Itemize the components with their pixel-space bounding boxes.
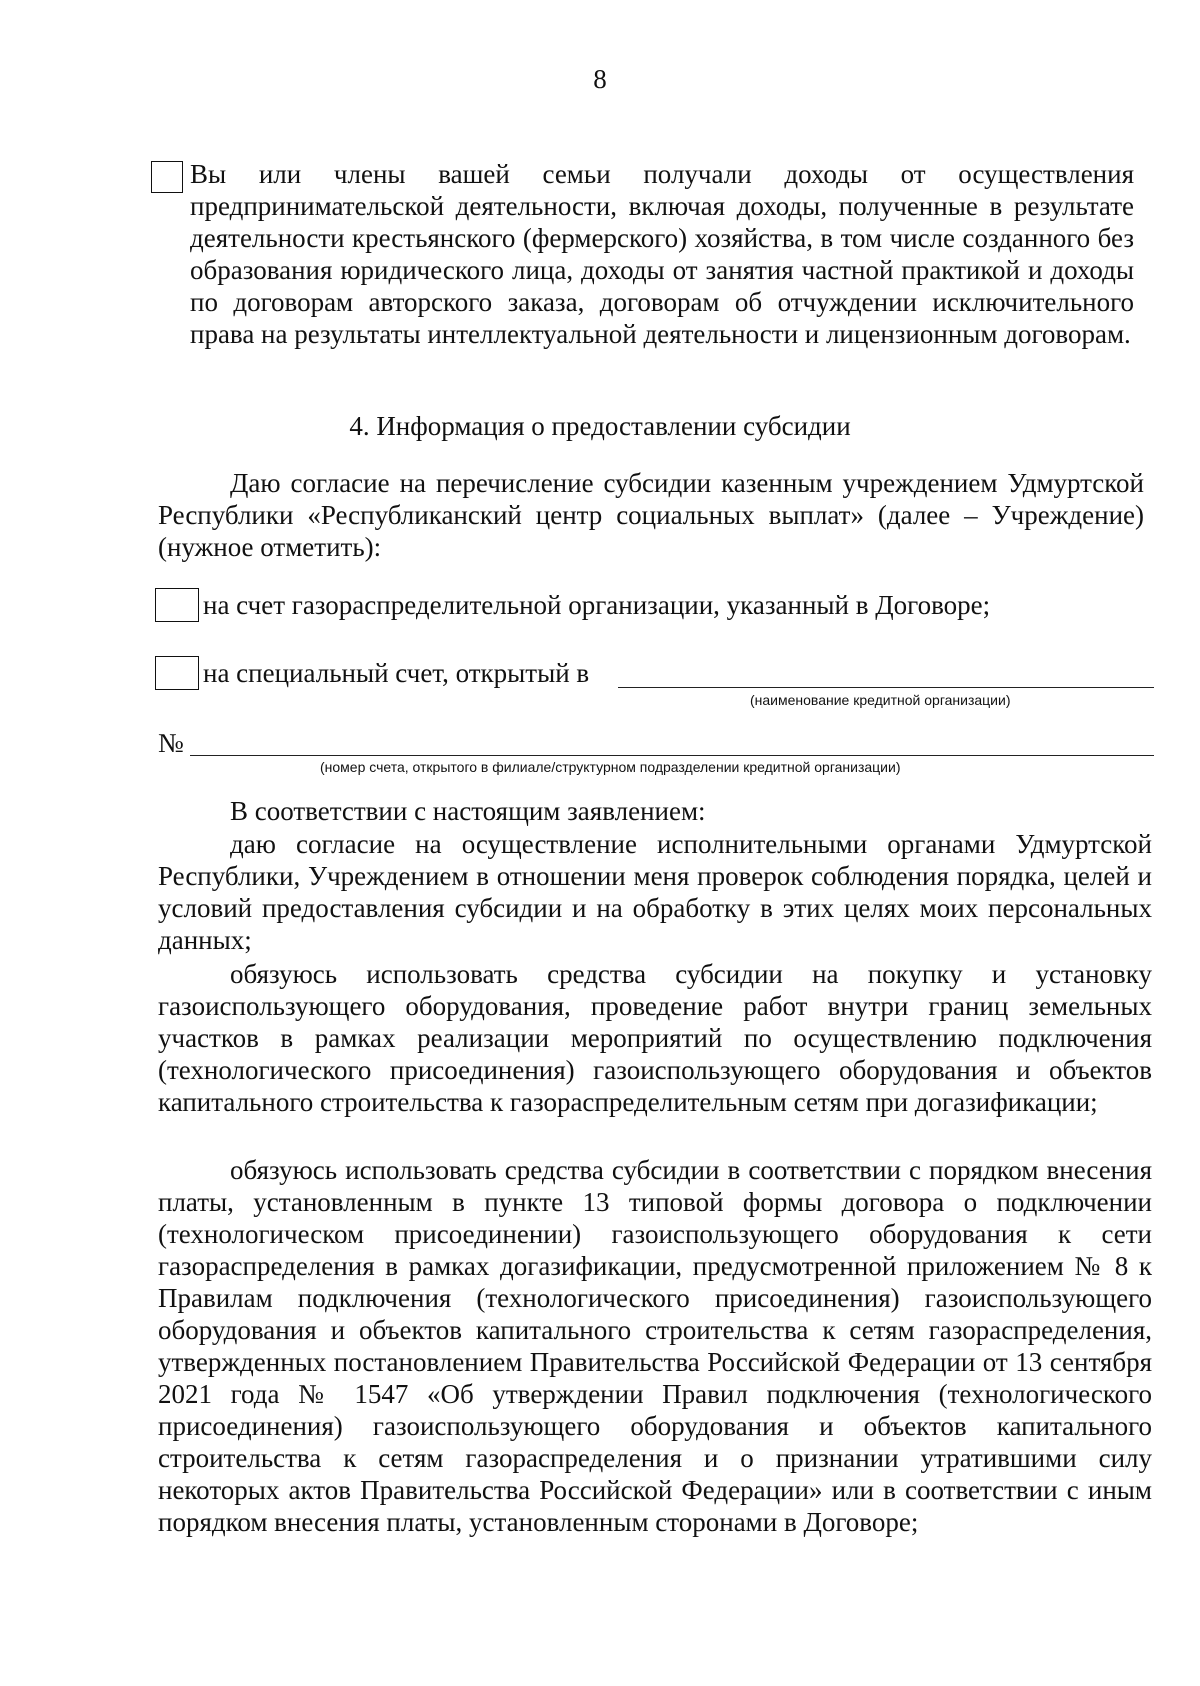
section4-heading: 4. Информация о предоставлении субсидии: [349, 411, 851, 441]
statement-payment-procedure: обязуюсь использовать средства субсидии в соответствии с порядком внесения платы, установленным в пункте 13 типовой формы договора о подключении (технологическом присоединении) газоиспользующего оборудования к сети газораспределения в рамках догазификации, предусмотренной приложением № 8 к Правилам подключения (технологического присоединения) газоиспользующего оборудования и объектов капитального строительства к сетям газораспределения, утвержденных постановлением Правительства Российской Федерации от 13 сентября 2021 года № 1547 «Об утверждении Правил подключения (технологического присоединения) газоиспользующего оборудования и объектов капитального строительства к сетям газораспределения и о признании утратившими силу некоторых актов Правительства Российской Федерации» или в соответствии с иным порядком внесения платы, установленным сторонами в Договоре;: [158, 1155, 1152, 1537]
gas-org-account-checkbox[interactable]: [155, 588, 199, 622]
statements-intro: В соответствии с настоящим заявлением:: [230, 796, 706, 826]
special-account-checkbox[interactable]: [155, 656, 199, 690]
statement-use-for-equipment: обязуюсь использовать средства субсидии на покупку и установку газоиспользующего оборудования, проведение работ внутри границ земельных участков в рамках реализации мероприятий по осуществлению подключения (технологического присоединения) газоиспользующего оборудования и объектов капитального строительства к газораспределительным сетям при догазификации;: [158, 959, 1152, 1117]
number-sign: №: [158, 728, 184, 758]
consent-paragraph: Даю согласие на перечисление субсидии казенным учреждением Удмуртской Республики «Республиканский центр социальных выплат» (далее – Учреждение) (нужное отметить):: [158, 468, 1144, 562]
gas-org-account-label: на счет газораспределительной организации, указанный в Договоре;: [203, 590, 991, 620]
credit-org-name-field[interactable]: [618, 687, 1154, 688]
page-number: 8: [593, 64, 607, 94]
special-account-label: на специальный счет, открытый в: [203, 658, 590, 688]
business-income-text: Вы или члены вашей семьи получали доходы от осуществления предпринимательской деятельности, включая доходы, полученные в результате деятельности крестьянского (фермерского) хозяйства, в том числе созданного без образования юридического лица, доходы от занятия частной практикой и доходы по договорам авторского заказа, договорам об отчуждении исключительного права на результаты интеллектуальной деятельности и лицензионным договорам.: [190, 159, 1134, 349]
business-income-checkbox[interactable]: [151, 161, 183, 193]
statement-consent-checks: даю согласие на осуществление исполнительными органами Удмуртской Республики, Учреждением в отношении меня проверок соблюдения порядка, целей и условий предоставления субсидии и на обработку в этих целях моих персональных данных;: [158, 829, 1152, 955]
account-number-field[interactable]: [190, 755, 1154, 756]
credit-org-caption: (наименование кредитной организации): [750, 692, 1011, 708]
account-number-caption: (номер счета, открытого в филиале/структурном подразделении кредитной организации): [320, 759, 901, 775]
